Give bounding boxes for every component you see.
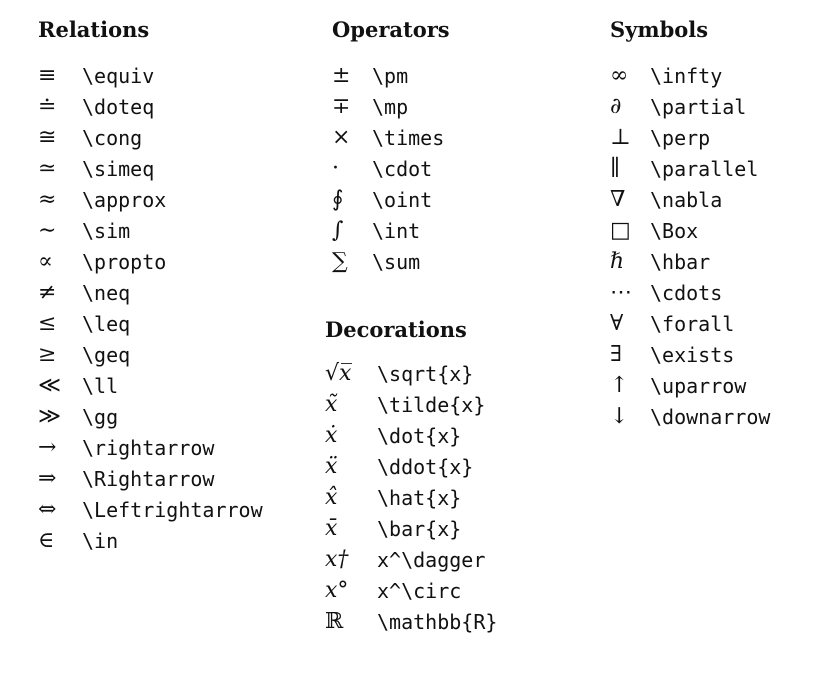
sum-command: \sum (372, 250, 421, 274)
geq-command: \geq (82, 343, 131, 367)
symbol-row-hbar (610, 248, 711, 279)
propto-symbol: ∝ (38, 249, 53, 274)
relation-row-doteq (38, 93, 155, 124)
uparrow-symbol: ↑ (610, 373, 629, 398)
nabla-symbol: ∇ (610, 187, 626, 212)
relation-row-geq (38, 341, 149, 372)
approx-symbol: ≈ (38, 187, 57, 212)
sum-symbol: ∑ (332, 249, 348, 274)
box-symbol: □ (610, 218, 631, 243)
sim-symbol: ∼ (38, 218, 57, 243)
symbol-row-parallel (610, 155, 759, 186)
partial-command: \partial (650, 95, 747, 119)
decoration-row-bar (325, 515, 467, 546)
symbol-row-cdots (610, 279, 723, 310)
relations-title: Relations (38, 17, 150, 42)
relation-row-approx (38, 186, 167, 217)
cong-command: \cong (82, 126, 143, 150)
ddot-symbol: ẍ (325, 454, 338, 479)
relation-row-leq (38, 310, 149, 341)
forall-command: \forall (650, 312, 735, 336)
pm-command: \pm (372, 64, 409, 88)
decoration-row-dagger (325, 546, 486, 577)
symbols-title: Symbols (610, 17, 709, 42)
operator-row-mp (332, 93, 450, 124)
sqrt-command: \sqrt{x} (377, 362, 474, 386)
tilde-command: \tilde{x} (377, 393, 486, 417)
bar-symbol: x̄ (325, 516, 338, 541)
mathbb-symbol: ℝ (325, 609, 344, 634)
leq-symbol: ≤ (38, 311, 57, 336)
ll-symbol: ≪ (38, 373, 62, 398)
relation-row-rightarrow (38, 434, 215, 465)
hat-symbol: x̂ (325, 485, 338, 510)
mathbb-command: \mathbb{R} (377, 610, 498, 634)
parallel-symbol: ∥ (610, 156, 621, 181)
operator-row-pm (332, 62, 450, 93)
exists-symbol: ∃ (610, 342, 622, 367)
in-command: \in (82, 529, 119, 553)
tilde-symbol: x̃ (325, 392, 338, 417)
operator-row-times (332, 124, 450, 155)
mp-command: \mp (372, 95, 409, 119)
infty-command: \infty (650, 64, 723, 88)
times-command: \times (372, 126, 445, 150)
circ-command: x^\circ (377, 579, 462, 603)
operator-row-cdot (332, 155, 450, 186)
relation-row-in (38, 527, 149, 558)
rightarrow-command: \rightarrow (82, 436, 215, 460)
sim-command: \sim (82, 219, 131, 243)
infty-symbol: ∞ (610, 63, 629, 88)
cong-symbol: ≅ (38, 125, 57, 150)
equiv-symbol: ≡ (38, 63, 57, 88)
leftrightarrow-symbol: ⇔ (38, 497, 57, 522)
doteq-command: \doteq (82, 95, 155, 119)
decoration-row-dot (325, 422, 467, 453)
cdots-symbol: ⋯ (610, 280, 632, 305)
perp-command: \perp (650, 126, 711, 150)
double-rightarrow-symbol: ⇒ (38, 466, 57, 491)
simeq-symbol: ≃ (38, 156, 57, 181)
decoration-row-tilde (325, 391, 486, 422)
symbol-row-perp (610, 124, 711, 155)
relation-row-sim (38, 217, 149, 248)
nabla-command: \nabla (650, 188, 723, 212)
relation-row-cong (38, 124, 149, 155)
decorations-title: Decorations (325, 317, 467, 342)
symbols-section (610, 17, 771, 434)
equiv-command: \equiv (82, 64, 155, 88)
hat-command: \hat{x} (377, 486, 462, 510)
relation-row-ll (38, 372, 149, 403)
sqrt-symbol: √x̅ (325, 361, 352, 386)
oint-command: \oint (372, 188, 433, 212)
operators-title: Operators (332, 17, 450, 42)
operators-section (332, 18, 450, 279)
mp-symbol: ∓ (332, 94, 351, 119)
dot-symbol: ẋ (325, 423, 338, 448)
forall-symbol: ∀ (610, 311, 624, 336)
relation-row-equiv (38, 62, 155, 93)
perp-symbol: ⊥ (610, 125, 631, 150)
ll-command: \ll (82, 374, 119, 398)
exists-command: \exists (650, 343, 735, 367)
parallel-command: \parallel (650, 157, 759, 181)
operator-row-sum (332, 248, 450, 279)
symbol-row-uparrow (610, 372, 747, 403)
operator-row-int (332, 217, 450, 248)
propto-command: \propto (82, 250, 167, 274)
hbar-symbol: ℏ (610, 249, 625, 274)
relation-row-neq (38, 279, 149, 310)
hbar-command: \hbar (650, 250, 711, 274)
gg-symbol: ≫ (38, 404, 62, 429)
dagger-symbol: x† (325, 547, 349, 572)
leq-command: \leq (82, 312, 131, 336)
cdot-symbol: · (332, 156, 339, 181)
cdots-command: \cdots (650, 281, 723, 305)
downarrow-command: \downarrow (650, 405, 771, 429)
pm-symbol: ± (332, 63, 351, 88)
dagger-command: x^\dagger (377, 548, 486, 572)
decoration-row-circ (325, 577, 467, 608)
relation-row-propto (38, 248, 167, 279)
approx-command: \approx (82, 188, 167, 212)
symbol-row-partial (610, 93, 747, 124)
decorations-section (325, 317, 498, 639)
downarrow-symbol: ↓ (610, 404, 629, 429)
symbol-row-forall (610, 310, 735, 341)
rightarrow-symbol: → (38, 435, 57, 460)
symbol-row-downarrow (610, 403, 771, 434)
doteq-symbol: ≐ (38, 94, 57, 119)
simeq-command: \simeq (82, 157, 155, 181)
decoration-row-hat (325, 484, 467, 515)
decoration-row-ddot (325, 453, 474, 484)
in-symbol: ∈ (38, 528, 55, 553)
relations-section (38, 17, 263, 558)
relation-row-gg (38, 403, 149, 434)
relation-row-simeq (38, 155, 155, 186)
partial-symbol: ∂ (610, 94, 622, 119)
symbol-row-box (610, 217, 708, 248)
symbol-row-infty (610, 62, 723, 93)
gg-command: \gg (82, 405, 119, 429)
decoration-row-sqrt (325, 360, 474, 391)
relation-row-double-rightarrow (38, 465, 215, 496)
box-command: \Box (650, 219, 699, 243)
symbol-row-nabla (610, 186, 723, 217)
ddot-command: \ddot{x} (377, 455, 474, 479)
leftrightarrow-command: \Leftrightarrow (82, 498, 263, 522)
relation-row-leftrightarrow (38, 496, 263, 527)
int-symbol: ∫ (332, 218, 344, 243)
cdot-command: \cdot (372, 157, 433, 181)
operator-row-oint (332, 186, 450, 217)
neq-symbol: ≠ (38, 280, 57, 305)
uparrow-command: \uparrow (650, 374, 747, 398)
int-command: \int (372, 219, 421, 243)
oint-symbol: ∮ (332, 187, 344, 212)
dot-command: \dot{x} (377, 424, 462, 448)
neq-command: \neq (82, 281, 131, 305)
symbol-row-exists (610, 341, 735, 372)
times-symbol: × (332, 125, 351, 150)
decoration-row-mathbb (325, 608, 498, 639)
circ-symbol: x° (325, 578, 349, 603)
bar-command: \bar{x} (377, 517, 462, 541)
double-rightarrow-command: \Rightarrow (82, 467, 215, 491)
geq-symbol: ≥ (38, 342, 57, 367)
